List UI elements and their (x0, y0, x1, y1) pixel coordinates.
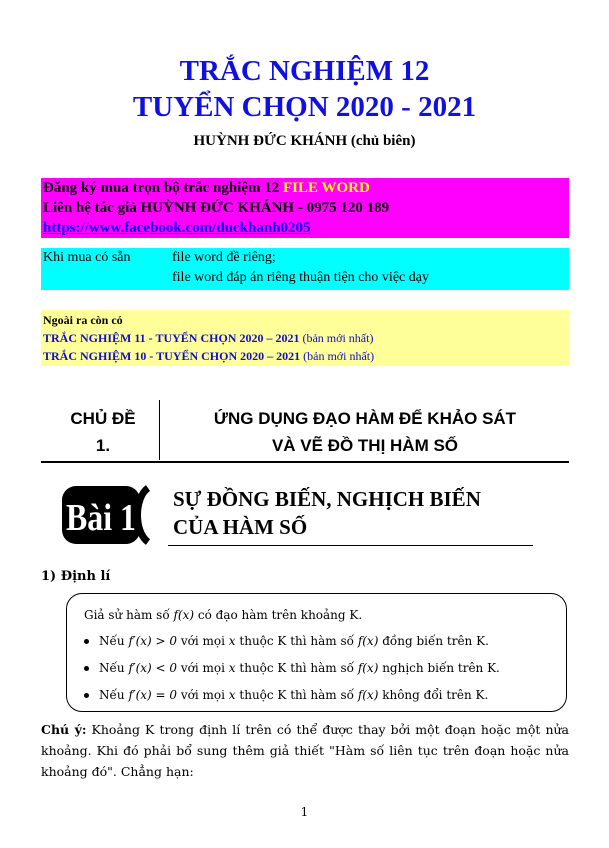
section-heading: 1) Định lí (41, 569, 111, 584)
bullet-dot-icon (84, 666, 89, 671)
extra-item-11 (43, 331, 373, 346)
bullet-fx: f(x) (357, 661, 379, 675)
theorem-k: K. (349, 608, 363, 622)
bullet-text: không đổi trên K. (378, 688, 489, 702)
extra-heading: Ngoài ra còn có (43, 313, 123, 327)
file-word-highlight: FILE WORD (283, 180, 370, 196)
bullet-text: với mọi (177, 688, 229, 702)
extra-item-10 (43, 349, 374, 364)
bullet-text: Nếu (99, 661, 129, 675)
theorem-box (66, 593, 567, 712)
chapter-title (160, 405, 570, 459)
promo-line1 (41, 178, 569, 198)
author-line: HUỲNH ĐỨC KHÁNH (chủ biên) (193, 133, 416, 149)
chapter-title-line1: ỨNG DỤNG ĐẠO HÀM ĐỂ KHẢO SÁT (213, 409, 517, 428)
chapter-title-line2: VÀ VẼ ĐỒ THỊ HÀM SỐ (271, 436, 459, 455)
note-text: Khoảng K trong định lí trên có thể được thay bởi một đoạn hoặc một nửa khoảng. Khi đó phải bổ sung thêm giả thiết "Hàm số liên tục trên đoạn hoặc nửa khoảng đó". Chẳng hạn: (41, 722, 569, 779)
theorem-bullet (84, 634, 489, 648)
document-title-line2: TUYỂN CHỌN 2020 - 2021 (132, 91, 477, 123)
lesson-underline (168, 545, 533, 546)
promo-contact: Liên hệ tác giả HUỲNH ĐỨC KHÁNH - 0975 120 189 (43, 200, 390, 216)
cyan-line2: file word đáp án riêng thuận tiện cho việc dạy (172, 270, 429, 285)
promo-box-cyan (41, 248, 569, 290)
bullet-var: x (228, 634, 236, 648)
promo-box-magenta (41, 178, 569, 238)
bullet-var: x (228, 688, 236, 702)
lesson-badge-text: Bài 1 (66, 497, 136, 539)
theorem-fx: f(x) (173, 608, 195, 622)
theorem-intro-a: Giả sử hàm số (84, 608, 174, 622)
bullet-dot-icon (84, 639, 89, 644)
extra-box (41, 310, 569, 366)
lesson-badge (62, 484, 166, 546)
bullet-condition: f′(x) = 0 (128, 688, 178, 702)
chapter-label-line1: CHỦ ĐỀ (70, 409, 136, 428)
extra-item2-title: TRẮC NGHIỆM 10 - TUYỂN CHỌN 2020 – 2021 (43, 349, 301, 363)
bullet-text: đồng biến trên K. (378, 634, 489, 648)
bullet-text: Nếu (99, 634, 129, 648)
bullet-text: với mọi (177, 661, 229, 675)
lesson-title-line1: SỰ ĐỒNG BIẾN, NGHỊCH BIẾN (173, 487, 481, 511)
bullet-var: x (228, 661, 236, 675)
bullet-text: với mọi (177, 634, 229, 648)
bullet-dot-icon (84, 693, 89, 698)
note-paragraph (41, 719, 569, 782)
bullet-text: thuộc K thì hàm số (235, 661, 358, 675)
bullet-text: thuộc K thì hàm số (235, 634, 358, 648)
cyan-line1: file word đề riêng; (172, 250, 276, 265)
extra-item1-note: (bản mới nhất) (299, 331, 374, 345)
bullet-fx: f(x) (357, 688, 379, 702)
lesson-title-line2: CỦA HÀM SỐ (173, 515, 308, 539)
lesson-title (173, 485, 481, 541)
chapter-label-line2: 1. (95, 436, 111, 455)
chapter-label (60, 405, 146, 459)
page-number: 1 (300, 805, 309, 819)
theorem-bullet (84, 661, 500, 675)
document-title-line1: TRẮC NGHIỆM 12 (179, 55, 430, 87)
theorem-intro-b: có đạo hàm trên khoảng (194, 608, 350, 622)
cyan-prefix: Khi mua có sẵn (43, 250, 131, 265)
promo-link-row (41, 218, 569, 238)
bullet-condition: f′(x) < 0 (128, 661, 178, 675)
facebook-link[interactable]: https://www.facebook.com/duckhanh0205 (43, 220, 311, 236)
promo-line1-text: Đăng ký mua trọn bộ trắc nghiệm 12 (43, 180, 284, 196)
note-label: Chú ý: (41, 722, 87, 737)
chapter-divider-horizontal (41, 461, 569, 463)
bullet-text: thuộc K thì hàm số (235, 688, 358, 702)
bullet-text: nghịch biến trên K. (378, 661, 500, 675)
theorem-intro (84, 608, 362, 622)
bullet-text: Nếu (99, 688, 129, 702)
bullet-fx: f(x) (357, 634, 379, 648)
theorem-bullet (84, 688, 488, 702)
extra-item1-title: TRẮC NGHIỆM 11 - TUYỂN CHỌN 2020 – 2021 (43, 331, 300, 345)
extra-item2-note: (bản mới nhất) (300, 349, 375, 363)
bullet-condition: f′(x) > 0 (128, 634, 178, 648)
